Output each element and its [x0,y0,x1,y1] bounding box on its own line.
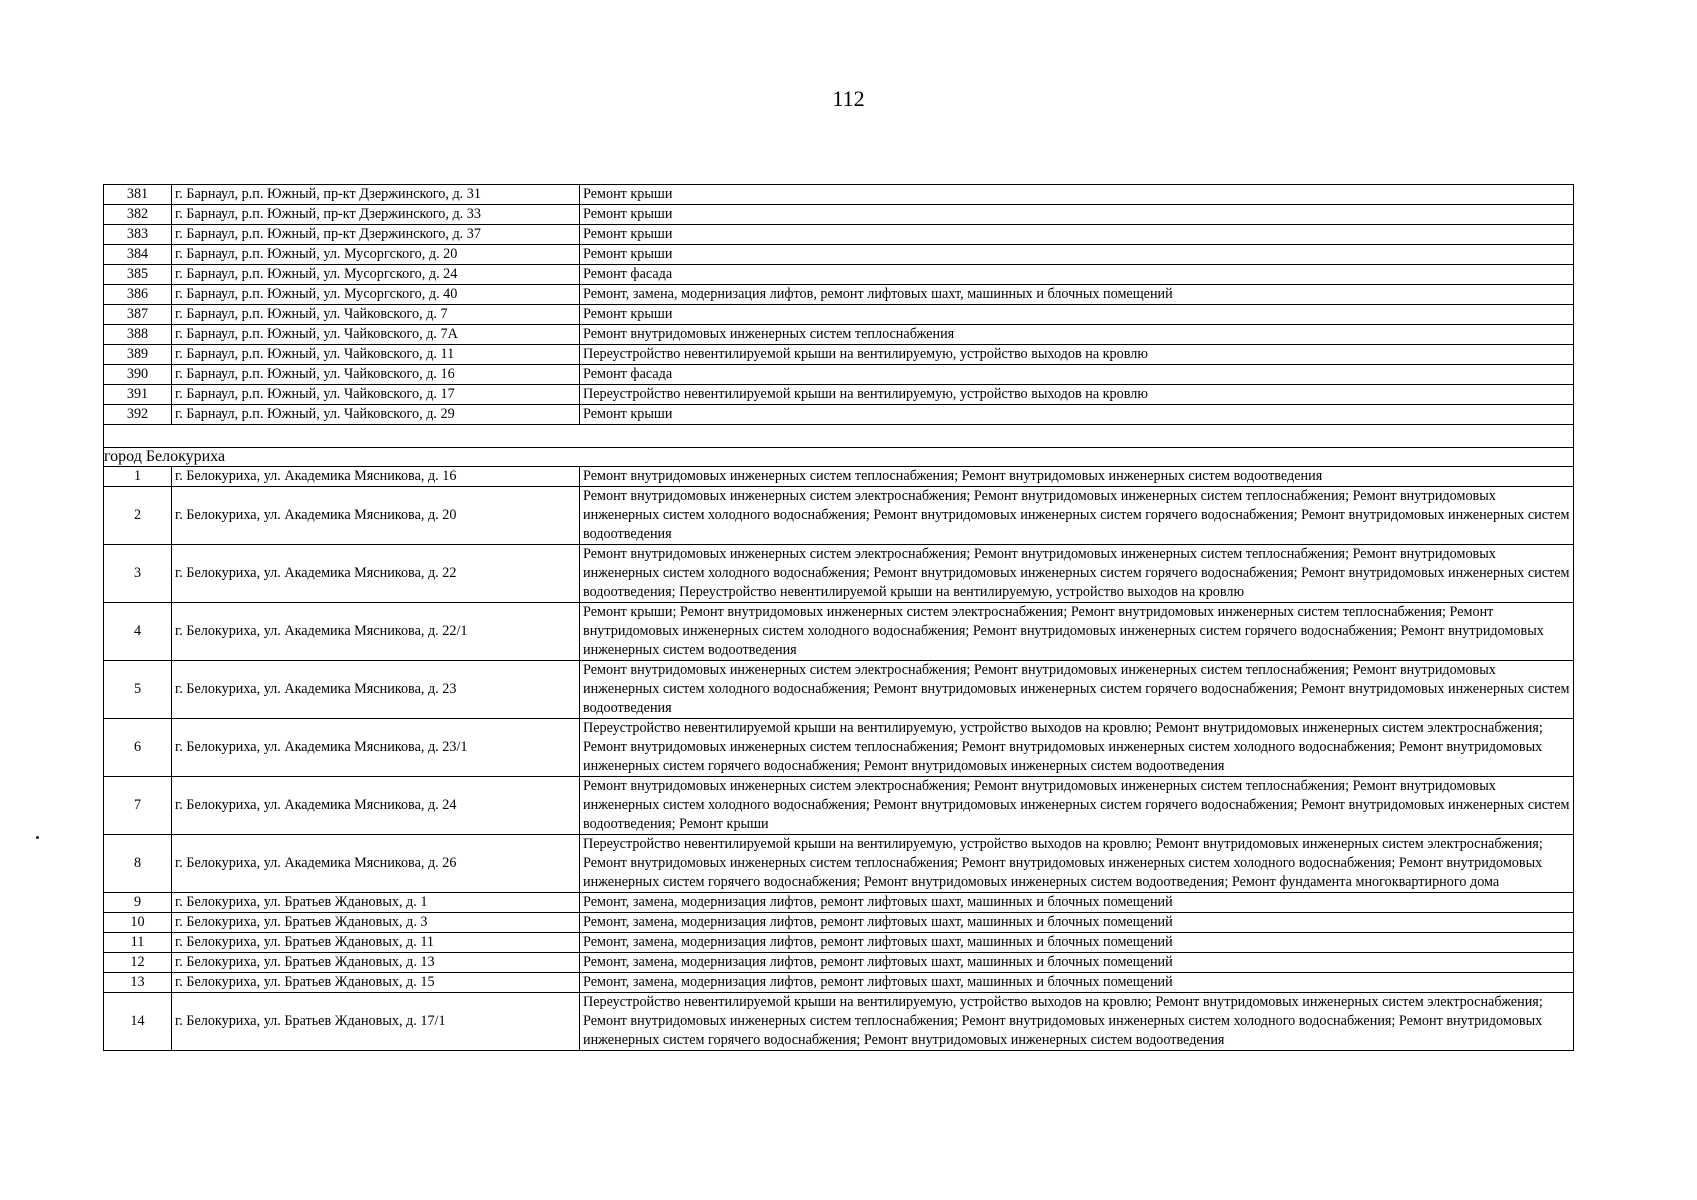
row-address: г. Барнаул, р.п. Южный, ул. Мусоргского, д. 40 [172,285,580,305]
row-number: 12 [104,953,172,973]
table-row [104,225,1574,245]
row-address: г. Белокуриха, ул. Братьев Ждановых, д. 13 [172,953,580,973]
page-number: 112 [832,86,865,111]
table-row [104,325,1574,345]
row-address: г. Барнаул, р.п. Южный, ул. Чайковского, д. 29 [172,405,580,425]
row-work: Ремонт, замена, модернизация лифтов, ремонт лифтовых шахт, машинных и блочных помещений [580,933,1574,953]
row-work: Ремонт внутридомовых инженерных систем теплоснабжения [580,325,1574,345]
row-work: Ремонт, замена, модернизация лифтов, ремонт лифтовых шахт, машинных и блочных помещений [580,973,1574,993]
row-number: 11 [104,933,172,953]
row-address: г. Белокуриха, ул. Академика Мясникова, д. 22 [172,545,580,603]
row-work: Ремонт фасада [580,265,1574,285]
row-number: 383 [104,225,172,245]
row-number: 387 [104,305,172,325]
row-address: г. Белокуриха, ул. Академика Мясникова, д. 26 [172,835,580,893]
row-work: Переустройство невентилируемой крыши на вентилируемую, устройство выходов на кровлю; Ремонт внутридомовых инженерных систем электроснабжения; Ремонт внутридомовых инженерных систем теплоснабжения; Ремонт внутридомовых инженерных систем холодного водоснабжения; Ремонт внутридомовых инженерных систем горячего водоснабжения; Ремонт внутридомовых инженерных систем водоотведения [580,719,1574,777]
table-row [104,953,1574,973]
row-number: 2 [104,487,172,545]
row-number: 6 [104,719,172,777]
table-row [104,205,1574,225]
row-address: г. Белокуриха, ул. Братьев Ждановых, д. 15 [172,973,580,993]
row-work: Ремонт, замена, модернизация лифтов, ремонт лифтовых шахт, машинных и блочных помещений [580,893,1574,913]
row-work: Ремонт, замена, модернизация лифтов, ремонт лифтовых шахт, машинных и блочных помещений [580,913,1574,933]
row-work: Ремонт крыши [580,185,1574,205]
row-number: 385 [104,265,172,285]
table-row [104,933,1574,953]
row-work: Ремонт крыши [580,305,1574,325]
row-number: 386 [104,285,172,305]
row-number: 384 [104,245,172,265]
table-row [104,185,1574,205]
table-row [104,993,1574,1051]
table-body-barnaul [104,185,1574,425]
row-number: 8 [104,835,172,893]
row-work: Переустройство невентилируемой крыши на вентилируемую, устройство выходов на кровлю [580,345,1574,365]
row-number: 13 [104,973,172,993]
row-address: г. Белокуриха, ул. Академика Мясникова, д. 23/1 [172,719,580,777]
table-row [104,487,1574,545]
row-number: 3 [104,545,172,603]
table-row [104,603,1574,661]
section-header-row [104,448,1574,467]
row-work: Ремонт крыши [580,205,1574,225]
row-work: Ремонт фасада [580,365,1574,385]
row-address: г. Барнаул, р.п. Южный, ул. Чайковского, д. 11 [172,345,580,365]
row-address: г. Барнаул, р.п. Южный, ул. Мусоргского, д. 20 [172,245,580,265]
row-number: 5 [104,661,172,719]
row-address: г. Барнаул, р.п. Южный, ул. Чайковского, д. 7А [172,325,580,345]
repair-table [103,184,1574,1051]
row-address: г. Белокуриха, ул. Академика Мясникова, д. 20 [172,487,580,545]
scan-speck [36,836,39,839]
row-number: 392 [104,405,172,425]
row-address: г. Белокуриха, ул. Академика Мясникова, д. 24 [172,777,580,835]
row-address: г. Белокуриха, ул. Академика Мясникова, д. 16 [172,467,580,487]
row-address: г. Барнаул, р.п. Южный, ул. Чайковского, д. 7 [172,305,580,325]
table-row [104,405,1574,425]
row-number: 390 [104,365,172,385]
row-number: 4 [104,603,172,661]
table-row [104,285,1574,305]
table-row [104,545,1574,603]
row-number: 9 [104,893,172,913]
table-row [104,835,1574,893]
row-number: 1 [104,467,172,487]
table-row [104,265,1574,285]
row-address: г. Белокуриха, ул. Братьев Ждановых, д. 17/1 [172,993,580,1051]
table-row [104,345,1574,365]
row-number: 391 [104,385,172,405]
repair-table-container [103,184,1573,1051]
row-work: Ремонт внутридомовых инженерных систем теплоснабжения; Ремонт внутридомовых инженерных систем водоотведения [580,467,1574,487]
row-work: Переустройство невентилируемой крыши на вентилируемую, устройство выходов на кровлю; Ремонт внутридомовых инженерных систем электроснабжения; Ремонт внутридомовых инженерных систем теплоснабжения; Ремонт внутридомовых инженерных систем холодного водоснабжения; Ремонт внутридомовых инженерных систем горячего водоснабжения; Ремонт внутридомовых инженерных систем водоотведения; Ремонт фундамента многоквартирного дома [580,835,1574,893]
row-address: г. Барнаул, р.п. Южный, пр-кт Дзержинского, д. 37 [172,225,580,245]
table-row [104,467,1574,487]
row-address: г. Белокуриха, ул. Академика Мясникова, д. 23 [172,661,580,719]
row-work: Ремонт крыши [580,245,1574,265]
row-number: 14 [104,993,172,1051]
row-work: Ремонт, замена, модернизация лифтов, ремонт лифтовых шахт, машинных и блочных помещений [580,285,1574,305]
row-address: г. Барнаул, р.п. Южный, ул. Мусоргского, д. 24 [172,265,580,285]
section-title: город Белокуриха [104,448,1574,467]
row-work: Ремонт крыши [580,225,1574,245]
row-address: г. Барнаул, р.п. Южный, ул. Чайковского, д. 16 [172,365,580,385]
row-address: г. Барнаул, р.п. Южный, пр-кт Дзержинского, д. 31 [172,185,580,205]
row-address: г. Барнаул, р.п. Южный, ул. Чайковского, д. 17 [172,385,580,405]
table-row [104,973,1574,993]
table-row [104,777,1574,835]
row-work: Ремонт внутридомовых инженерных систем электроснабжения; Ремонт внутридомовых инженерных систем теплоснабжения; Ремонт внутридомовых инженерных систем холодного водоснабжения; Ремонт внутридомовых инженерных систем горячего водоснабжения; Ремонт внутридомовых инженерных систем водоотведения [580,661,1574,719]
row-number: 382 [104,205,172,225]
table-row [104,661,1574,719]
row-address: г. Белокуриха, ул. Академика Мясникова, д. 22/1 [172,603,580,661]
table-spacer [104,425,1574,467]
row-address: г. Белокуриха, ул. Братьев Ждановых, д. 11 [172,933,580,953]
row-number: 381 [104,185,172,205]
row-number: 389 [104,345,172,365]
row-work: Переустройство невентилируемой крыши на вентилируемую, устройство выходов на кровлю [580,385,1574,405]
table-row [104,245,1574,265]
row-work: Ремонт, замена, модернизация лифтов, ремонт лифтовых шахт, машинных и блочных помещений [580,953,1574,973]
row-work: Переустройство невентилируемой крыши на вентилируемую, устройство выходов на кровлю; Ремонт внутридомовых инженерных систем электроснабжения; Ремонт внутридомовых инженерных систем теплоснабжения; Ремонт внутридомовых инженерных систем холодного водоснабжения; Ремонт внутридомовых инженерных систем горячего водоснабжения; Ремонт внутридомовых инженерных систем водоотведения [580,993,1574,1051]
table-row [104,893,1574,913]
row-address: г. Барнаул, р.п. Южный, пр-кт Дзержинского, д. 33 [172,205,580,225]
table-body-belokurikha [104,467,1574,1051]
row-number: 10 [104,913,172,933]
spacer-row [104,425,1574,448]
row-address: г. Белокуриха, ул. Братьев Ждановых, д. 3 [172,913,580,933]
table-row [104,365,1574,385]
row-work: Ремонт внутридомовых инженерных систем электроснабжения; Ремонт внутридомовых инженерных систем теплоснабжения; Ремонт внутридомовых инженерных систем холодного водоснабжения; Ремонт внутридомовых инженерных систем горячего водоснабжения; Ремонт внутридомовых инженерных систем водоотведения; Ремонт крыши [580,777,1574,835]
table-row [104,913,1574,933]
row-work: Ремонт крыши; Ремонт внутридомовых инженерных систем электроснабжения; Ремонт внутридомовых инженерных систем теплоснабжения; Ремонт внутридомовых инженерных систем холодного водоснабжения; Ремонт внутридомовых инженерных систем горячего водоснабжения; Ремонт внутридомовых инженерных систем водоотведения [580,603,1574,661]
row-number: 7 [104,777,172,835]
table-row [104,719,1574,777]
row-address: г. Белокуриха, ул. Братьев Ждановых, д. 1 [172,893,580,913]
table-row [104,385,1574,405]
row-number: 388 [104,325,172,345]
row-work: Ремонт внутридомовых инженерных систем электроснабжения; Ремонт внутридомовых инженерных систем теплоснабжения; Ремонт внутридомовых инженерных систем холодного водоснабжения; Ремонт внутридомовых инженерных систем горячего водоснабжения; Ремонт внутридомовых инженерных систем водоотведения; Переустройство невентилируемой крыши на вентилируемую, устройство выходов на кровлю [580,545,1574,603]
row-work: Ремонт крыши [580,405,1574,425]
row-work: Ремонт внутридомовых инженерных систем электроснабжения; Ремонт внутридомовых инженерных систем теплоснабжения; Ремонт внутридомовых инженерных систем холодного водоснабжения; Ремонт внутридомовых инженерных систем горячего водоснабжения; Ремонт внутридомовых инженерных систем водоотведения [580,487,1574,545]
table-row [104,305,1574,325]
